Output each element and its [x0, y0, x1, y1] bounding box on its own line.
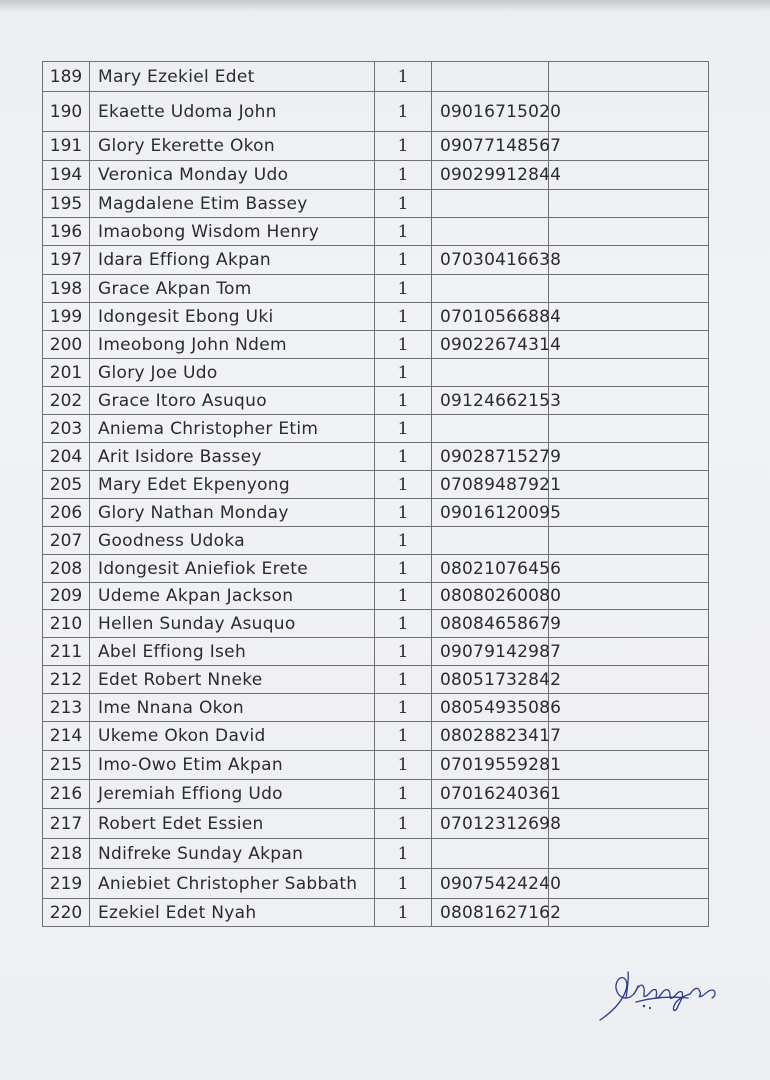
row-quantity: 1 [375, 218, 432, 246]
table-row [43, 694, 709, 722]
row-extra [549, 666, 709, 694]
row-quantity: 1 [375, 722, 432, 751]
row-name: Edet Robert Nneke [90, 666, 375, 694]
row-number: 189 [43, 62, 90, 92]
row-quantity: 1 [375, 839, 432, 869]
row-quantity: 1 [375, 246, 432, 275]
row-phone: 08081627162 [432, 899, 549, 927]
row-name: Abel Effiong Iseh [90, 638, 375, 666]
row-phone: 09077148567 [432, 132, 549, 161]
row-phone [432, 359, 549, 387]
row-number: 200 [43, 331, 90, 359]
row-number: 210 [43, 610, 90, 638]
row-name: Ime Nnana Okon [90, 694, 375, 722]
row-name: Ndifreke Sunday Akpan [90, 839, 375, 869]
row-extra [549, 722, 709, 751]
row-quantity: 1 [375, 555, 432, 583]
row-quantity: 1 [375, 499, 432, 527]
row-extra [549, 415, 709, 443]
table-row [43, 246, 709, 275]
table-row [43, 387, 709, 415]
roster-table [42, 61, 709, 927]
row-quantity: 1 [375, 471, 432, 499]
row-extra [549, 694, 709, 722]
row-quantity: 1 [375, 751, 432, 780]
signature [598, 968, 720, 1024]
row-name: Magdalene Etim Bassey [90, 190, 375, 218]
row-extra [549, 331, 709, 359]
row-name: Robert Edet Essien [90, 809, 375, 839]
row-number: 217 [43, 809, 90, 839]
row-phone: 08054935086 [432, 694, 549, 722]
row-extra [549, 780, 709, 809]
row-phone [432, 275, 549, 303]
row-quantity: 1 [375, 359, 432, 387]
row-name: Arit Isidore Bassey [90, 443, 375, 471]
row-extra [549, 751, 709, 780]
row-name: Mary Ezekiel Edet [90, 62, 375, 92]
row-name: Glory Ekerette Okon [90, 132, 375, 161]
row-name: Imo-Owo Etim Akpan [90, 751, 375, 780]
table-row [43, 275, 709, 303]
row-extra [549, 303, 709, 331]
row-quantity: 1 [375, 869, 432, 899]
table-row [43, 610, 709, 638]
row-number: 207 [43, 527, 90, 555]
row-name: Mary Edet Ekpenyong [90, 471, 375, 499]
row-extra [549, 555, 709, 583]
row-number: 205 [43, 471, 90, 499]
row-phone: 07010566884 [432, 303, 549, 331]
row-extra [549, 275, 709, 303]
row-phone: 09028715279 [432, 443, 549, 471]
row-phone [432, 190, 549, 218]
row-quantity: 1 [375, 899, 432, 927]
table-row [43, 92, 709, 132]
row-extra [549, 218, 709, 246]
row-name: Glory Joe Udo [90, 359, 375, 387]
row-quantity: 1 [375, 132, 432, 161]
row-number: 216 [43, 780, 90, 809]
row-quantity: 1 [375, 92, 432, 132]
row-quantity: 1 [375, 694, 432, 722]
row-number: 198 [43, 275, 90, 303]
row-quantity: 1 [375, 780, 432, 809]
table-row [43, 809, 709, 839]
row-extra [549, 387, 709, 415]
row-extra [549, 499, 709, 527]
row-extra [549, 132, 709, 161]
row-quantity: 1 [375, 161, 432, 190]
table-row [43, 303, 709, 331]
row-name: Idongesit Ebong Uki [90, 303, 375, 331]
row-phone: 09016120095 [432, 499, 549, 527]
row-number: 211 [43, 638, 90, 666]
row-extra [549, 899, 709, 927]
row-number: 190 [43, 92, 90, 132]
row-quantity: 1 [375, 809, 432, 839]
row-phone: 09016715020 [432, 92, 549, 132]
row-phone: 09029912844 [432, 161, 549, 190]
row-phone: 09022674314 [432, 331, 549, 359]
row-extra [549, 190, 709, 218]
row-quantity: 1 [375, 387, 432, 415]
row-number: 195 [43, 190, 90, 218]
row-phone: 07089487921 [432, 471, 549, 499]
table-row [43, 161, 709, 190]
row-name: Jeremiah Effiong Udo [90, 780, 375, 809]
row-number: 215 [43, 751, 90, 780]
row-number: 212 [43, 666, 90, 694]
table-row [43, 666, 709, 694]
row-number: 191 [43, 132, 90, 161]
row-quantity: 1 [375, 190, 432, 218]
table-row [43, 780, 709, 809]
table-row [43, 62, 709, 92]
row-name: Udeme Akpan Jackson [90, 583, 375, 610]
row-number: 202 [43, 387, 90, 415]
row-extra [549, 869, 709, 899]
row-number: 206 [43, 499, 90, 527]
row-name: Idara Effiong Akpan [90, 246, 375, 275]
row-phone: 08028823417 [432, 722, 549, 751]
row-quantity: 1 [375, 62, 432, 92]
table-row [43, 443, 709, 471]
row-extra [549, 62, 709, 92]
table-row [43, 190, 709, 218]
row-name: Veronica Monday Udo [90, 161, 375, 190]
row-name: Grace Akpan Tom [90, 275, 375, 303]
row-extra [549, 527, 709, 555]
row-extra [549, 638, 709, 666]
row-name: Glory Nathan Monday [90, 499, 375, 527]
row-number: 204 [43, 443, 90, 471]
row-phone: 09124662153 [432, 387, 549, 415]
row-name: Ukeme Okon David [90, 722, 375, 751]
row-phone [432, 415, 549, 443]
row-phone: 08021076456 [432, 555, 549, 583]
row-number: 213 [43, 694, 90, 722]
row-number: 214 [43, 722, 90, 751]
roster-rows [43, 62, 709, 927]
row-extra [549, 583, 709, 610]
row-phone [432, 527, 549, 555]
row-phone: 07012312698 [432, 809, 549, 839]
row-name: Imaobong Wisdom Henry [90, 218, 375, 246]
row-extra [549, 471, 709, 499]
table-row [43, 751, 709, 780]
table-row [43, 359, 709, 387]
row-extra [549, 359, 709, 387]
row-quantity: 1 [375, 610, 432, 638]
row-extra [549, 809, 709, 839]
row-number: 199 [43, 303, 90, 331]
row-number: 208 [43, 555, 90, 583]
row-number: 220 [43, 899, 90, 927]
row-name: Ekaette Udoma John [90, 92, 375, 132]
row-phone: 09075424240 [432, 869, 549, 899]
row-extra [549, 839, 709, 869]
row-number: 219 [43, 869, 90, 899]
row-phone: 08051732842 [432, 666, 549, 694]
row-extra [549, 443, 709, 471]
row-phone [432, 218, 549, 246]
row-name: Idongesit Aniefiok Erete [90, 555, 375, 583]
row-quantity: 1 [375, 443, 432, 471]
row-name: Hellen Sunday Asuquo [90, 610, 375, 638]
row-quantity: 1 [375, 638, 432, 666]
row-quantity: 1 [375, 331, 432, 359]
row-phone: 08084658679 [432, 610, 549, 638]
row-quantity: 1 [375, 583, 432, 610]
row-extra [549, 610, 709, 638]
row-name: Imeobong John Ndem [90, 331, 375, 359]
row-extra [549, 161, 709, 190]
row-phone [432, 62, 549, 92]
row-extra [549, 92, 709, 132]
table-row [43, 555, 709, 583]
row-name: Grace Itoro Asuquo [90, 387, 375, 415]
row-phone: 07019559281 [432, 751, 549, 780]
table-row [43, 899, 709, 927]
row-number: 203 [43, 415, 90, 443]
row-quantity: 1 [375, 415, 432, 443]
paper-top-edge [0, 0, 770, 10]
row-quantity: 1 [375, 303, 432, 331]
row-number: 218 [43, 839, 90, 869]
row-name: Aniebiet Christopher Sabbath [90, 869, 375, 899]
table-row [43, 331, 709, 359]
row-name: Goodness Udoka [90, 527, 375, 555]
table-row [43, 839, 709, 869]
table-row [43, 722, 709, 751]
table-row [43, 527, 709, 555]
row-phone: 07016240361 [432, 780, 549, 809]
row-extra [549, 246, 709, 275]
table-row [43, 583, 709, 610]
row-number: 209 [43, 583, 90, 610]
row-phone: 08080260080 [432, 583, 549, 610]
row-number: 194 [43, 161, 90, 190]
row-name: Ezekiel Edet Nyah [90, 899, 375, 927]
table-row [43, 415, 709, 443]
row-number: 196 [43, 218, 90, 246]
row-phone: 09079142987 [432, 638, 549, 666]
table-row [43, 499, 709, 527]
row-name: Aniema Christopher Etim [90, 415, 375, 443]
row-number: 197 [43, 246, 90, 275]
row-quantity: 1 [375, 666, 432, 694]
row-phone: 07030416638 [432, 246, 549, 275]
table-row [43, 471, 709, 499]
row-quantity: 1 [375, 527, 432, 555]
row-phone [432, 839, 549, 869]
table-row [43, 869, 709, 899]
row-number: 201 [43, 359, 90, 387]
row-quantity: 1 [375, 275, 432, 303]
table-row [43, 218, 709, 246]
table-row [43, 132, 709, 161]
table-row [43, 638, 709, 666]
